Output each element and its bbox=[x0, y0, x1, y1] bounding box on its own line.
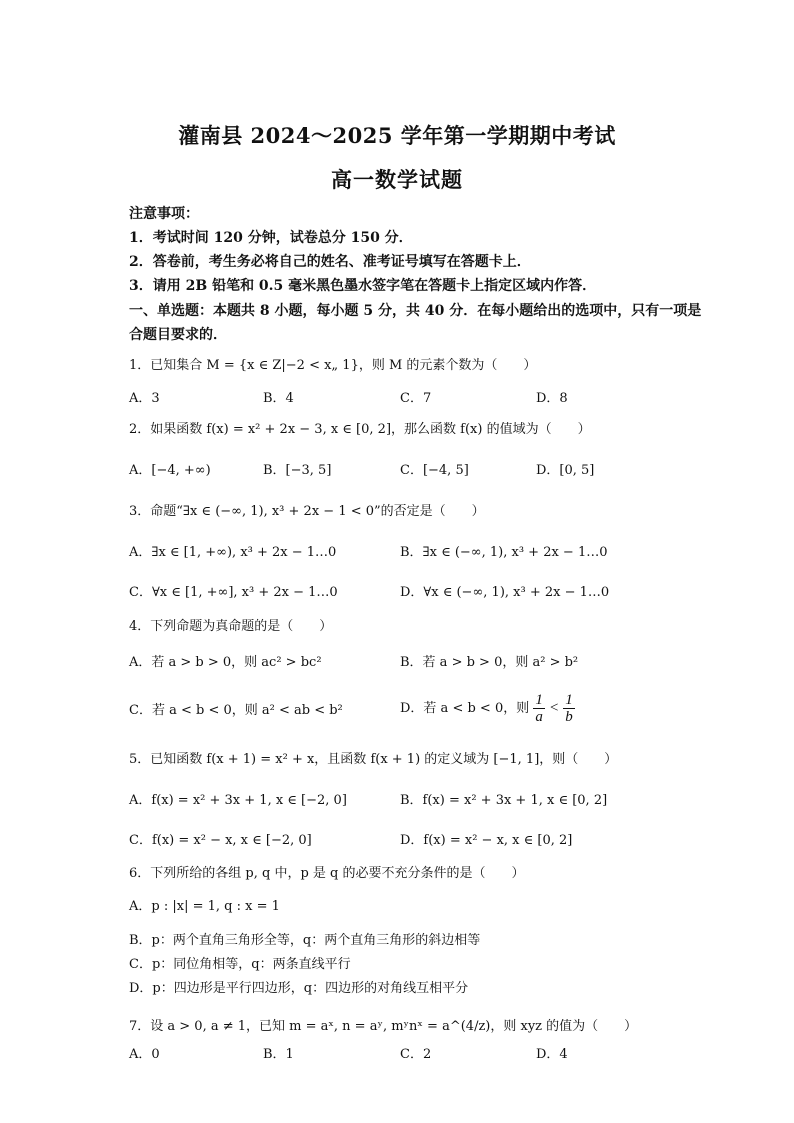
question-4-option-c: C．若 a < b < 0，则 a² < ab < b² bbox=[129, 703, 343, 718]
question-3-stem: 3．命题“∃x ∈ (−∞, 1), x³ + 2x − 1 < 0”的否定是（ ） bbox=[129, 504, 485, 519]
question-6-option-b: B．p：两个直角三角形全等，q：两个直角三角形的斜边相等 bbox=[129, 933, 481, 948]
question-3-option-d: D．∀x ∈ (−∞, 1), x³ + 2x − 1…0 bbox=[400, 585, 610, 600]
question-7-option-a: A．0 bbox=[129, 1047, 160, 1062]
question-1-option-a: A．3 bbox=[129, 391, 160, 406]
question-4-stem: 4．下列命题为真命题的是（ ） bbox=[129, 619, 333, 634]
question-5-option-c: C．f(x) = x² − x, x ∈ [−2, 0] bbox=[129, 833, 312, 848]
notice-item-2: 2．答卷前，考生务必将自己的姓名、准考证号填写在答题卡上． bbox=[129, 254, 531, 270]
question-2-option-d: D．[0, 5] bbox=[536, 463, 595, 478]
question-4-option-d-text: D．若 a < b < 0，则 bbox=[400, 701, 530, 716]
question-3-option-b: B．∃x ∈ (−∞, 1), x³ + 2x − 1…0 bbox=[400, 545, 608, 560]
question-6-option-c: C．p：同位角相等，q：两条直线平行 bbox=[129, 957, 351, 972]
question-7-option-c: C．2 bbox=[400, 1047, 432, 1062]
question-4-option-b: B．若 a > b > 0，则 a² > b² bbox=[400, 655, 579, 670]
fraction-1-over-b: $\frac{1}{b}$ bbox=[565, 692, 573, 725]
exam-title: 灌南县 2024～2025 学年第一学期期中考试 bbox=[178, 123, 616, 148]
question-3-option-c: C．∀x ∈ [1, +∞], x³ + 2x − 1…0 bbox=[129, 585, 338, 600]
question-3-option-a: A．∃x ∈ [1, +∞), x³ + 2x − 1…0 bbox=[129, 545, 337, 560]
question-1-option-d: D．8 bbox=[536, 391, 568, 406]
notice-item-3: 3．请用 2B 铅笔和 0.5 毫米黑色墨水签字笔在答题卡上指定区域内作答． bbox=[129, 278, 597, 294]
question-6-option-a: A．p : |x| = 1, q : x = 1 bbox=[129, 899, 280, 914]
question-1-option-b: B．4 bbox=[263, 391, 294, 406]
question-7-option-b: B．1 bbox=[263, 1047, 294, 1062]
notice-item-1: 1．考试时间 120 分钟，试卷总分 150 分． bbox=[129, 230, 413, 246]
question-2-option-a: A．[−4, +∞) bbox=[129, 463, 211, 478]
question-7-stem: 7．设 a > 0, a ≠ 1，已知 m = aˣ, n = aʸ, mʸnˣ = a^(4/z)，则 xyz 的值为（ ） bbox=[129, 1019, 638, 1034]
question-4-option-a: A．若 a > b > 0，则 ac² > bc² bbox=[129, 655, 322, 670]
section-heading-line1: 一、单选题：本题共 8 小题，每小题 5 分，共 40 分．在每小题给出的选项中，只有一项是 bbox=[129, 303, 702, 319]
question-2-option-c: C．[−4, 5] bbox=[400, 463, 469, 478]
question-1-option-c: C．7 bbox=[400, 391, 432, 406]
section-heading-line2: 合题目要求的． bbox=[129, 327, 227, 343]
question-2-stem: 2．如果函数 f(x) = x² + 2x − 3, x ∈ [0, 2]，那么函数 f(x) 的值域为（ ） bbox=[129, 422, 591, 437]
question-2-option-b: B．[−3, 5] bbox=[263, 463, 332, 478]
question-5-option-b: B．f(x) = x² + 3x + 1, x ∈ [0, 2] bbox=[400, 793, 608, 808]
question-5-option-d: D．f(x) = x² − x, x ∈ [0, 2] bbox=[400, 833, 573, 848]
question-1-stem: 1．已知集合 M = {x ∈ Z|−2 < x„ 1}，则 M 的元素个数为（ ） bbox=[129, 358, 537, 373]
question-4-option-d bbox=[400, 692, 575, 725]
fraction-1-over-a: $\frac{1}{a}$ bbox=[535, 692, 543, 725]
question-5-option-a: A．f(x) = x² + 3x + 1, x ∈ [−2, 0] bbox=[129, 793, 347, 808]
less-than-sign: < bbox=[549, 700, 560, 716]
question-5-stem: 5．已知函数 f(x + 1) = x² + x，且函数 f(x + 1) 的定义域为 [−1, 1]，则（ ） bbox=[129, 752, 618, 767]
question-6-option-d: D．p：四边形是平行四边形，q：四边形的对角线互相平分 bbox=[129, 981, 469, 996]
question-6-stem: 6．下列所给的各组 p, q 中，p 是 q 的必要不充分条件的是（ ） bbox=[129, 866, 525, 881]
exam-subtitle: 高一数学试题 bbox=[331, 167, 463, 192]
notice-heading: 注意事项： bbox=[129, 206, 199, 222]
question-7-option-d: D．4 bbox=[536, 1047, 568, 1062]
